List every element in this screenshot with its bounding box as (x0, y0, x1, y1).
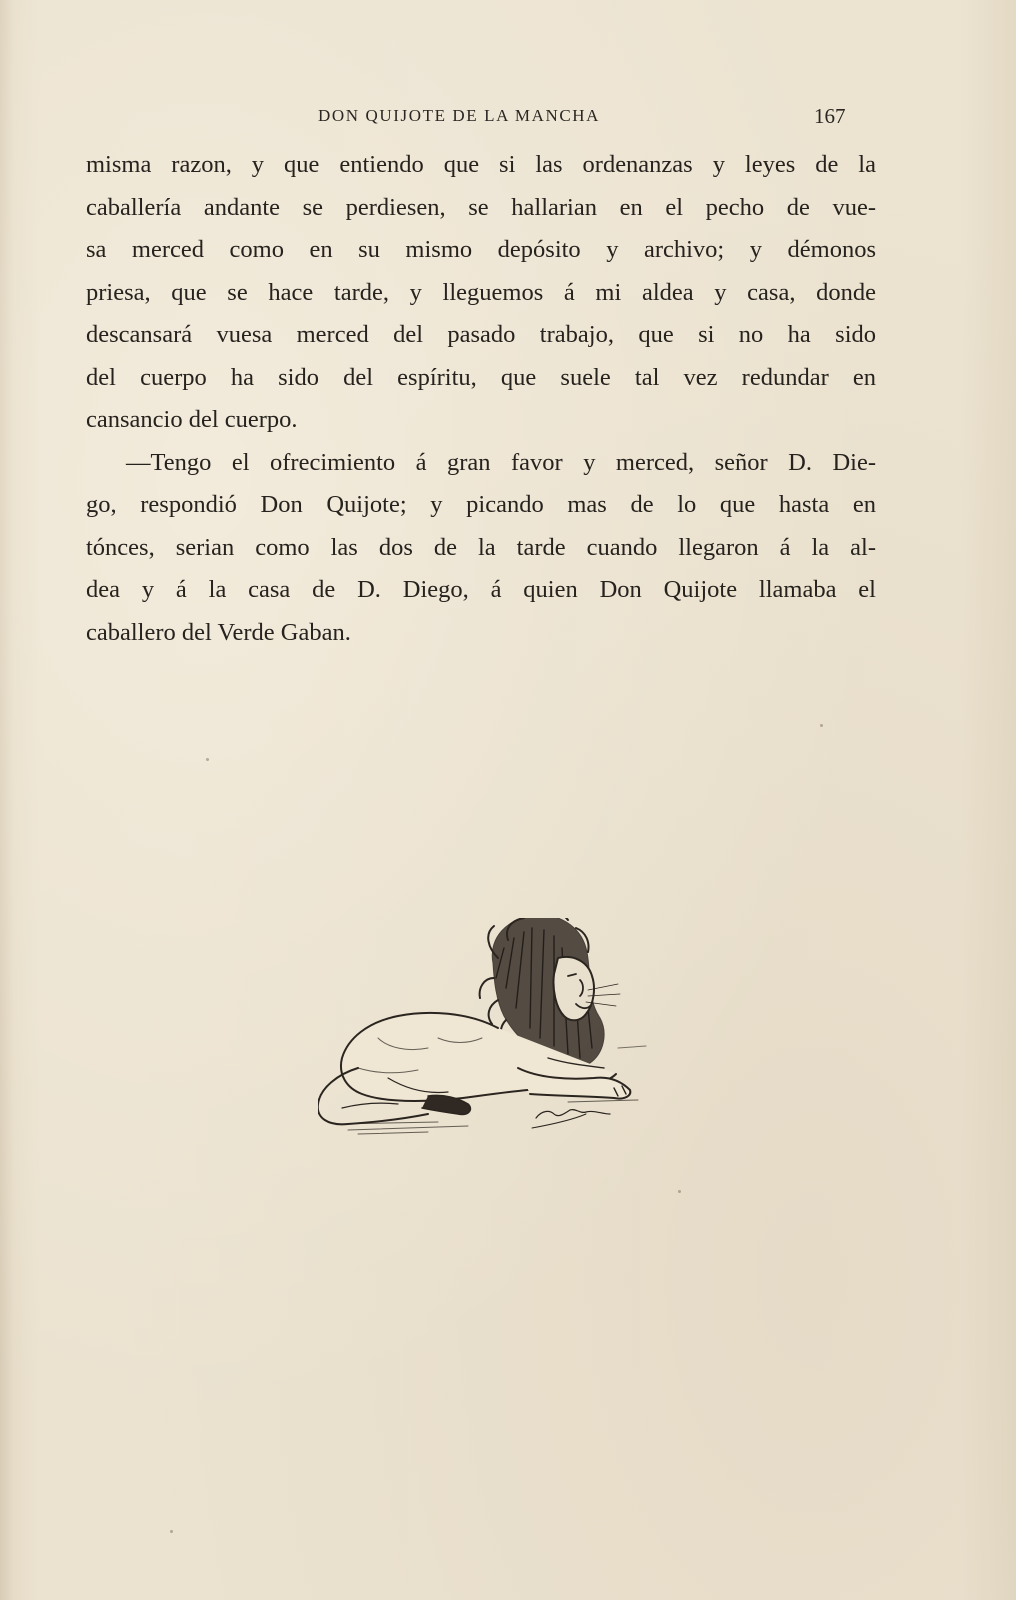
paragraph-end-line: cansancio del cuerpo. (86, 406, 298, 433)
paragraph-end-line: caballero del Verde Gaban. (86, 618, 351, 646)
lion-face (553, 957, 620, 1020)
body-text (86, 144, 876, 654)
page-number: 167 (814, 104, 846, 128)
lion-vignette (318, 918, 658, 1158)
paper-speck (678, 1190, 681, 1193)
text-line: descansará vuesa merced del pasado trabajo, que si no ha sido (86, 321, 876, 348)
running-title: DON QUIJOTE DE LA MANCHA (318, 106, 601, 125)
text-line: priesa, que se hace tarde, y lleguemos á mi aldea y casa, donde (86, 278, 876, 306)
running-head (0, 104, 1016, 130)
text-line: del cuerpo ha sido del espíritu, que suele tal vez redundar en (86, 363, 876, 391)
text-line: misma razon, y que entiendo que si las ordenanzas y leyes de la (86, 151, 876, 178)
text-line: go, respondió Don Quijote; y picando mas de lo que hasta en (86, 491, 876, 518)
paper-speck (170, 1530, 173, 1533)
artist-signature (532, 1110, 610, 1128)
text-line: caballería andante se perdiesen, se hallarian en el pecho de vue- (86, 193, 876, 221)
paragraph-start-line: —Tengo el ofrecimiento á gran favor y merced, señor D. Die- (126, 448, 876, 476)
paper-speck (206, 758, 209, 761)
text-line: dea y á la casa de D. Diego, á quien Don Quijote llamaba el (86, 576, 876, 603)
paper-speck (820, 724, 823, 727)
text-line: sa merced como en su mismo depósito y archivo; y démonos (86, 236, 876, 263)
text-line: tónces, serian como las dos de la tarde cuando llegaron á la al- (86, 533, 876, 561)
